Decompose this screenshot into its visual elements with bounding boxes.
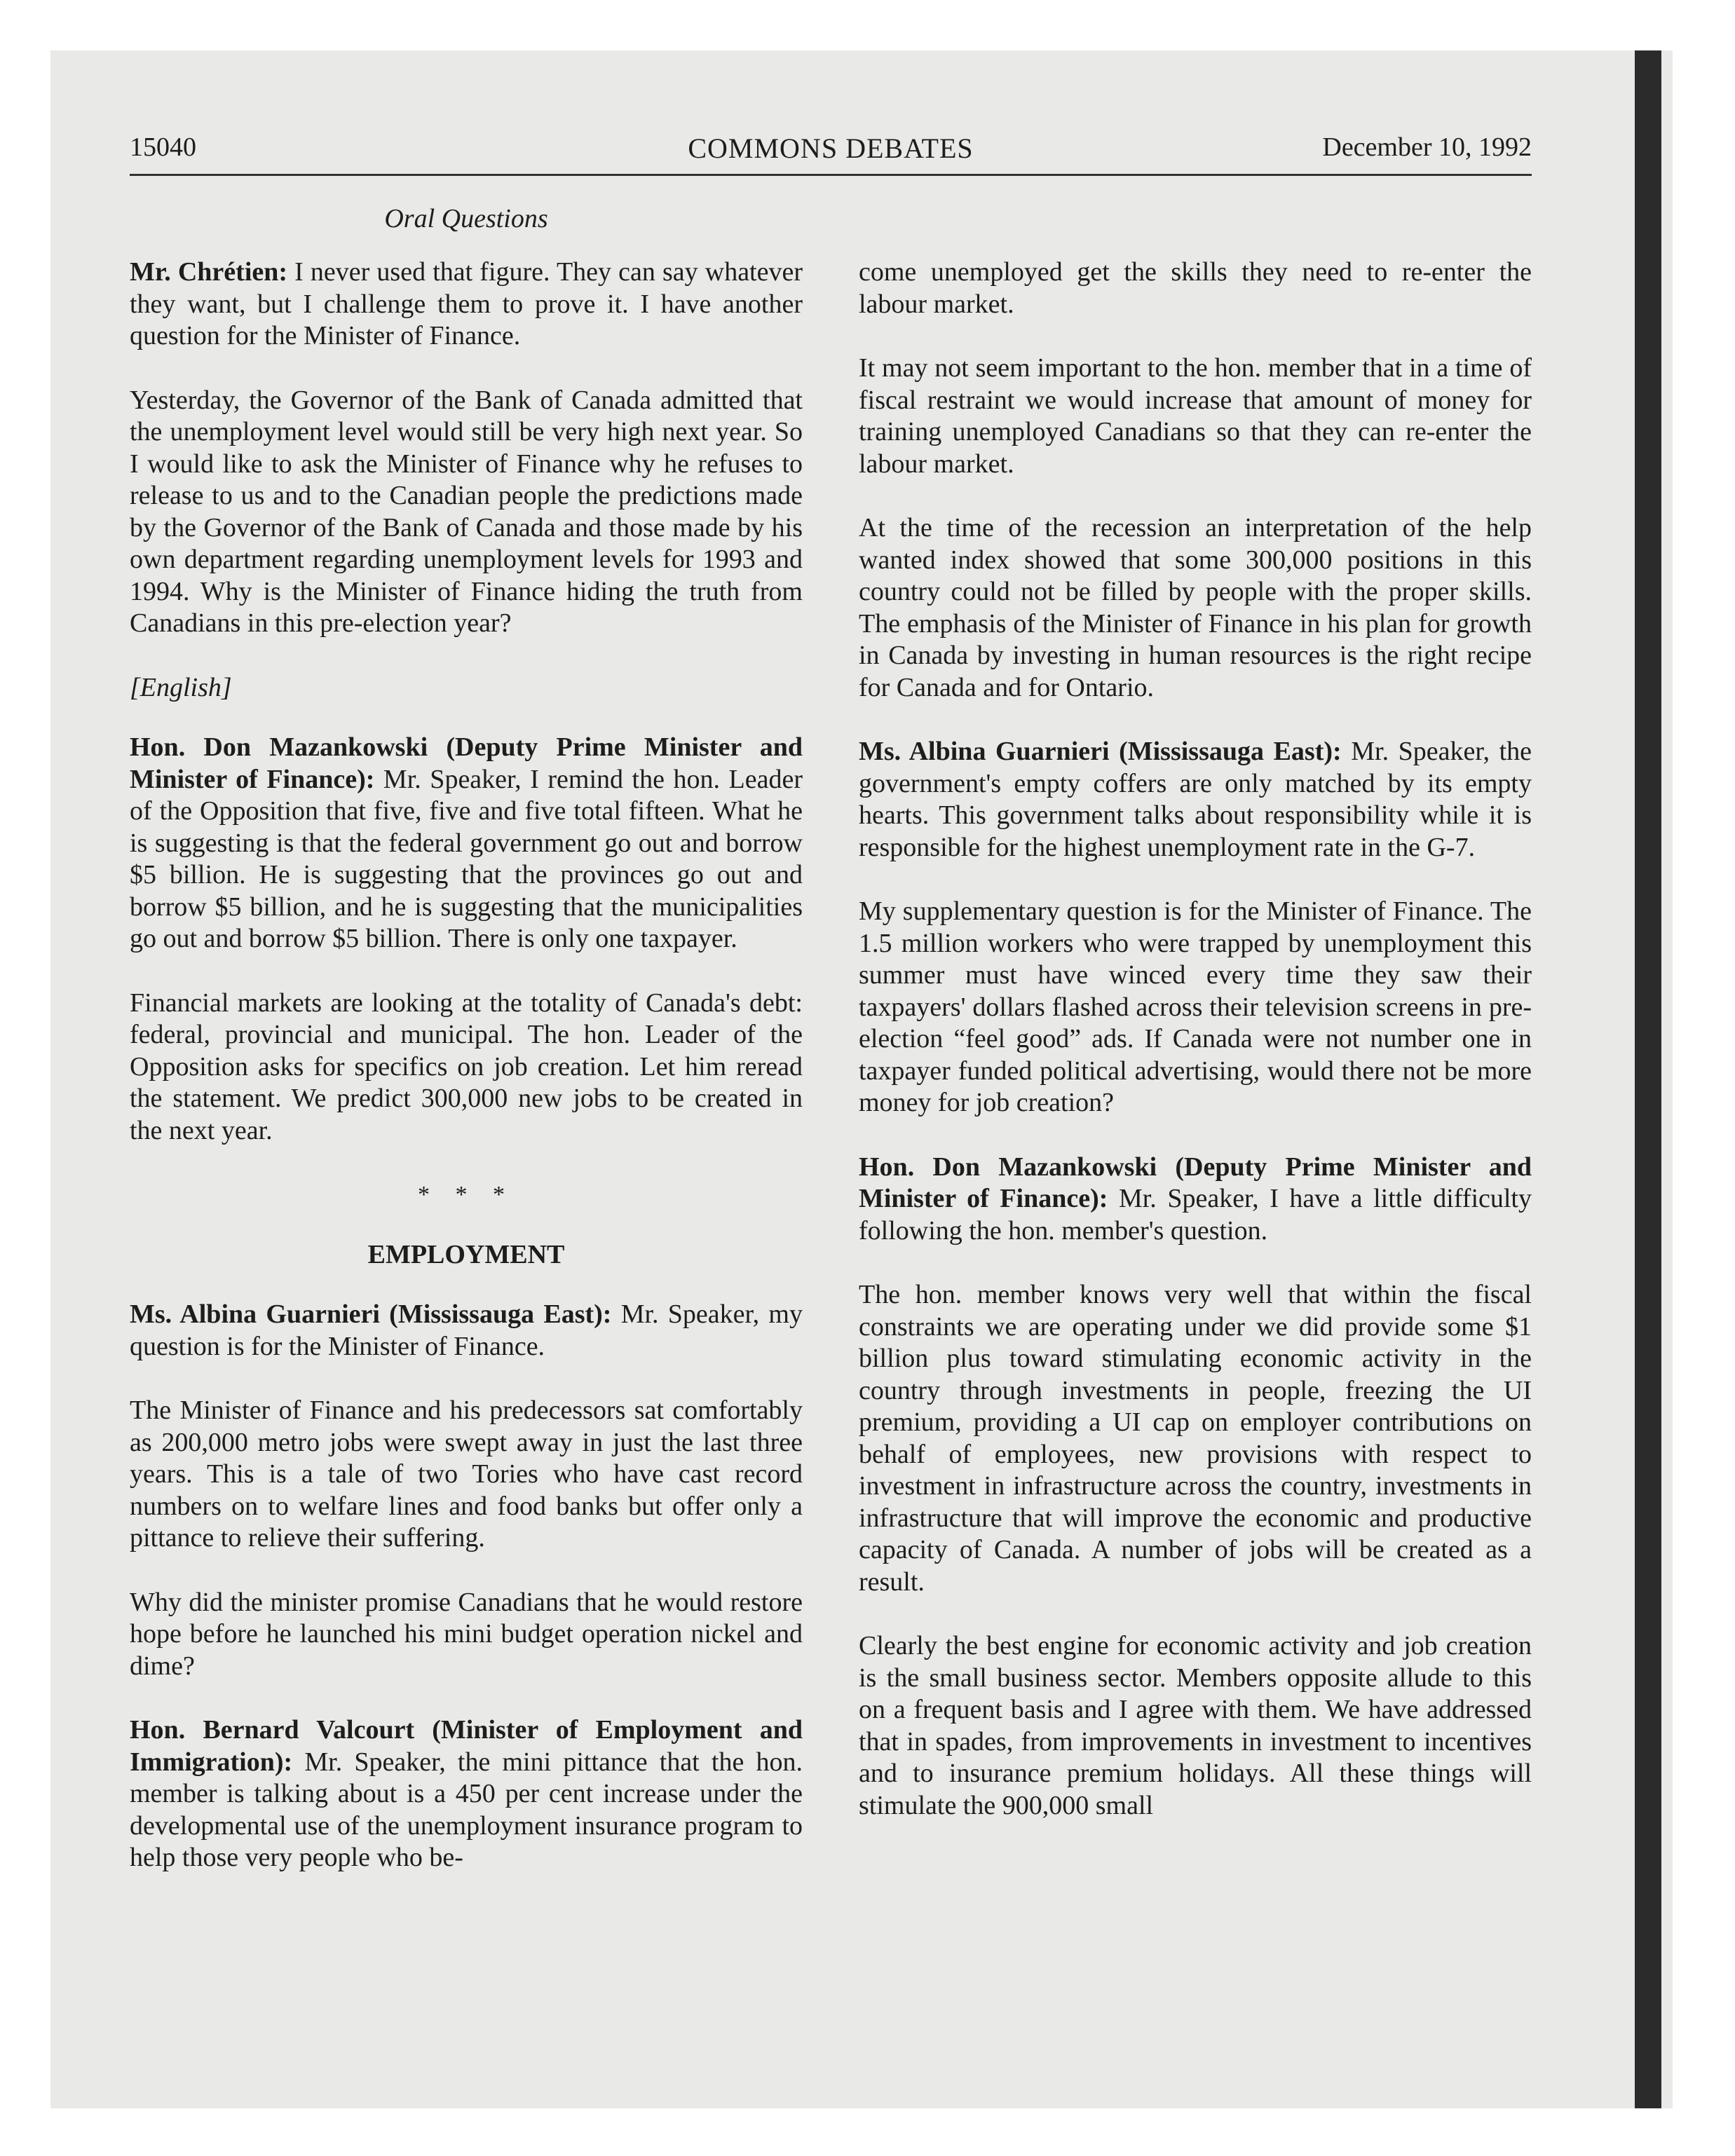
header-date: December 10, 1992 (1322, 132, 1532, 162)
paragraph: At the time of the recession an interpretation of the help wanted index showed that some 300,000 positions in this country could not be filled by people with the proper skills. The emphasis of the Minister of Finance in his plan for growth in Canada by investing in human resources is the right recipe for Canada and for Ontario. (859, 513, 1532, 702)
paragraph: come unemployed get the skills they need to re-enter the labour market. (859, 257, 1532, 319)
paragraph-text: I never used that figure. They can say whatever they want, but I challenge them to prove it. I have another question for the Minister of Finance. (130, 257, 803, 350)
paragraph (859, 1152, 1532, 1248)
paragraph-text: Mr. Speaker, the mini pittance that the hon. member is talking about is a 450 per cent increase under the developmental use of the unemployment insurance program to help those very people who be- (130, 1747, 803, 1872)
paragraph-text: Mr. Speaker, I have a little difficulty following the hon. member's question. (859, 1184, 1532, 1246)
page-number: 15040 (130, 132, 196, 162)
speaker-name: Hon. Don Mazankowski (Deputy Prime Minister and Minister of Finance): (130, 732, 803, 794)
paragraph (130, 1299, 803, 1363)
paragraph: The hon. member knows very well that within the fiscal constraints we are operating under we did provide some $1 billion plus toward stimulating economic activity in the country through investments in people, freezing the UI premium, providing a UI cap on employer contributions on behalf of employees, new provisions with respect to investment in infrastructure across the country, investments in infrastructure that will improve the economic and productive capacity of Canada. A number of jobs will be created as a result. (859, 1280, 1532, 1597)
paragraph: Financial markets are looking at the totality of Canada's debt: federal, provincial and municipal. The hon. Leader of the Opposition asks for specifics on job creation. Let him reread the statement. We predict 300,000 new jobs to be created in the next year. (130, 988, 803, 1145)
paragraph: Clearly the best engine for economic activity and job creation is the small business sector. Members opposite allude to this on a frequent basis and I agree with them. We have addressed that in spades, from improvements in investment to incentives and to insurance premium holidays. All these things will stimulate the 900,000 small (859, 1631, 1532, 1820)
paragraph-text: Mr. Speaker, my question is for the Minister of Finance. (130, 1299, 803, 1361)
paragraph (130, 732, 803, 955)
section-separator: * * * (418, 1182, 515, 1208)
paragraph (859, 736, 1532, 864)
left-column (130, 257, 803, 1906)
section-heading: EMPLOYMENT (367, 1239, 565, 1269)
paragraph-text: Mr. Speaker, the government's empty coffers are only matched by its empty hearts. This government talks about responsibility while it is responsible for the highest unemployment rate in the G-7. (859, 737, 1532, 862)
paragraph: The Minister of Finance and his predecessors sat comfortably as 200,000 metro jobs were swept away in just the last three years. This is a tale of two Tories who have cast record numbers on to welfare lines and food banks but offer only a pittance to relieve their suffering. (130, 1396, 803, 1553)
paragraph-text: Mr. Speaker, I remind the hon. Leader of the Opposition that five, five and five total fifteen. What he is suggesting is that the federal government go out and borrow $5 billion. He is suggesting that the provinces go out and borrow $5 billion, and he is suggesting that the municipalities go out and borrow $5 billion. There is only one taxpayer. (130, 764, 803, 953)
header-rule (130, 174, 1532, 176)
page-header (130, 132, 1532, 174)
speaker-name: Hon. Don Mazankowski (Deputy Prime Minister and Minister of Finance): (859, 1152, 1532, 1213)
paragraph (130, 1714, 803, 1874)
paragraph: My supplementary question is for the Minister of Finance. The 1.5 million workers who were trapped by unemployment this summer must have winced every time they saw their taxpayers' dollars flashed across their television screens in pre-election “feel good” ads. If Canada were not number one in taxpayer funded political advertising, would there not be more money for job creation? (859, 896, 1532, 1117)
paragraph (130, 257, 803, 353)
speaker-name: Mr. Chrétien: (130, 257, 288, 287)
language-tag: [English] (130, 672, 232, 702)
speaker-name: Ms. Albina Guarnieri (Mississauga East): (130, 1299, 612, 1329)
paragraph: Why did the minister promise Canadians that he would restore hope before he launched his mini budget operation nickel and dime? (130, 1587, 803, 1681)
publication-title: COMMONS DEBATES (688, 132, 974, 164)
scan-edge-shadow (1635, 50, 1661, 2108)
paragraph: Yesterday, the Governor of the Bank of Canada admitted that the unemployment level would still be very high next year. So I would like to ask the Minister of Finance why he refuses to release to us and to the Canadian people the predictions made by the Governor of the Bank of Canada and those made by his own department regarding unemployment levels for 1993 and 1994. Why is the Minister of Finance hiding the truth from Canadians in this pre-election year? (130, 385, 803, 638)
speaker-name: Hon. Bernard Valcourt (Minister of Employment and Immigration): (130, 1715, 803, 1777)
right-column (859, 257, 1532, 1854)
speaker-name: Ms. Albina Guarnieri (Mississauga East): (859, 737, 1342, 766)
paragraph: It may not seem important to the hon. member that in a time of fiscal restraint we would increase that amount of money for training unemployed Canadians so that they can re-enter the labour market. (859, 353, 1532, 479)
section-label: Oral Questions (384, 204, 548, 233)
